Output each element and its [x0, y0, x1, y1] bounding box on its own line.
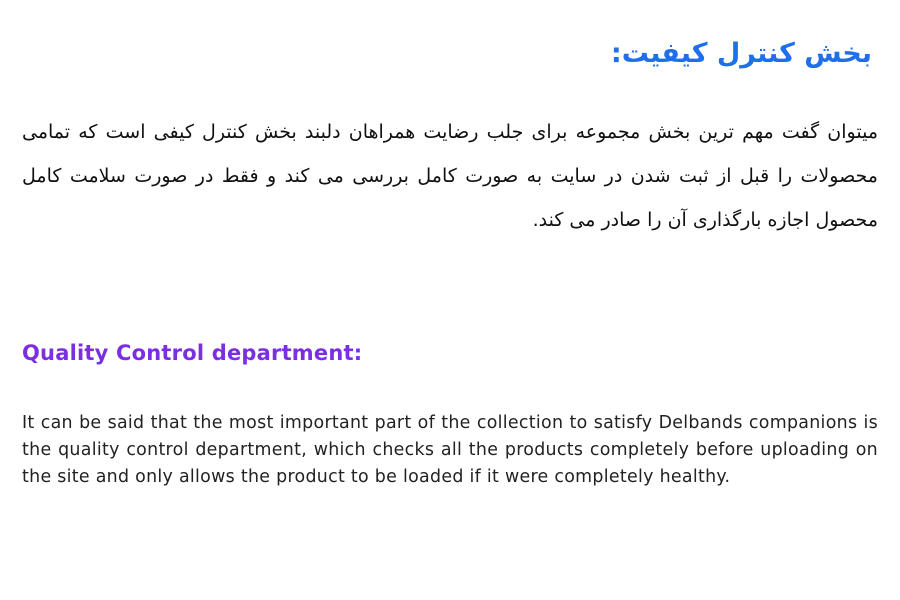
persian-section-title: بخش کنترل کیفیت:: [610, 38, 872, 69]
persian-section-body: میتوان گفت مهم ترین بخش مجموعه برای جلب رضایت همراهان دلبند بخش کنترل کیفی است که تمامی محصولات را قبل از ثبت شدن در سایت به صورت کامل بررسی می کند و فقط در صورت سلامت کامل محصول اجازه بارگذاری آن را صادر می کند.: [22, 121, 878, 231]
english-section-title: Quality Control department:: [22, 341, 363, 365]
english-section-body: It can be said that the most important part of the collection to satisfy Delbands companions is the quality control department, which checks all the products completely before uploading on the site and only allows the product to be loaded if it were completely healthy.: [22, 413, 878, 487]
